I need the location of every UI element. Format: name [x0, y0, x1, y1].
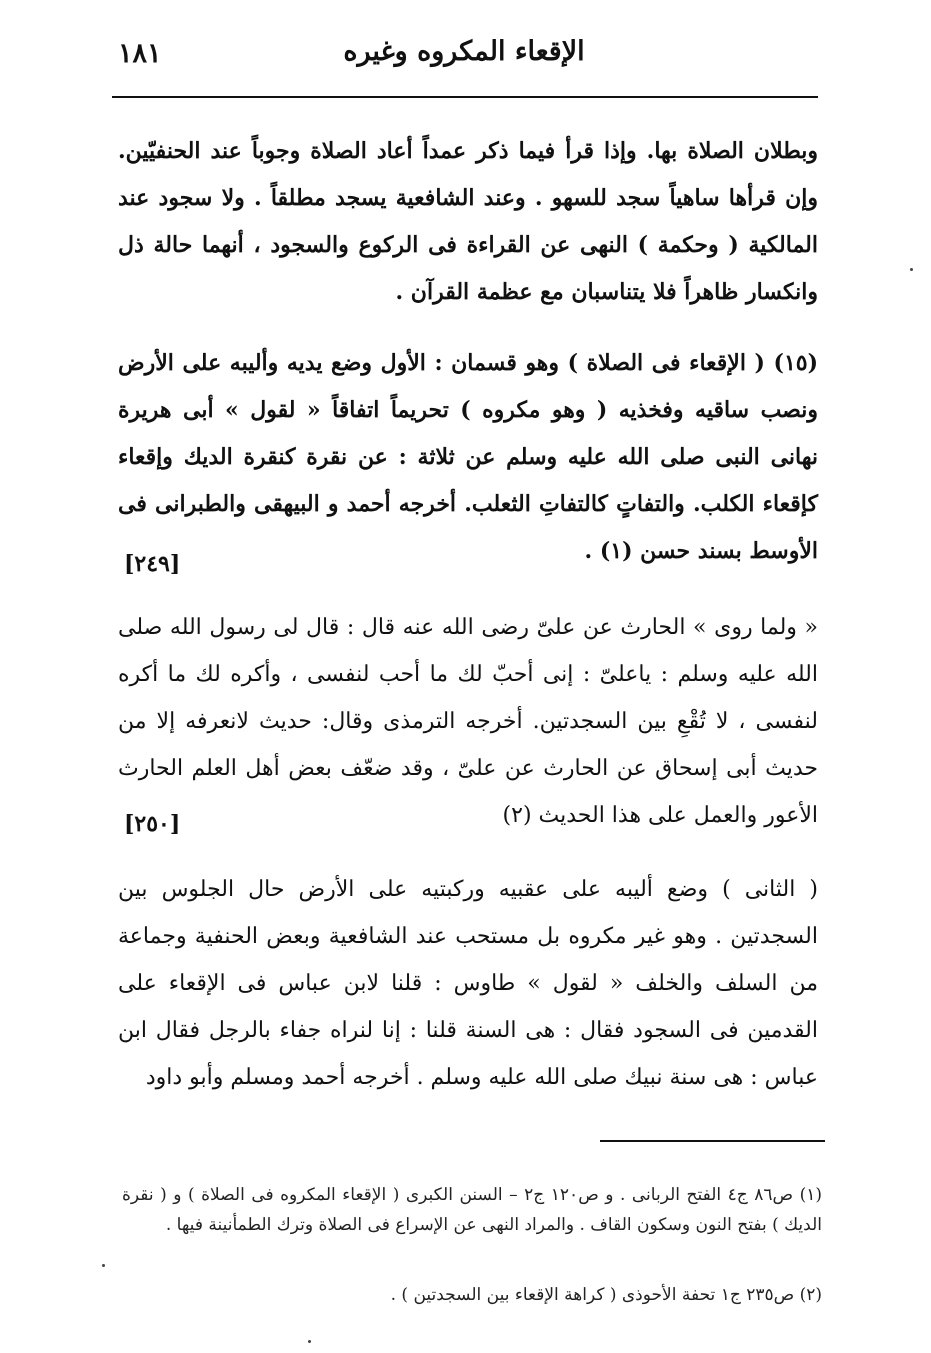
paragraph-1: وبطلان الصلاة بها. وإذا قرأ فيما ذكر عمداً أعاد الصلاة وجوباً عند الحنفيّين. وإن قرأها ساهياً سجد للسهو . وعند الشافعية يسجد مطلقاً . ولا سجود عند المالكية ( وحكمة ) النهى عن القراءة فى الركوع والسجود ، أنهما حالة ذل وانكسار ظاهراً فلا يتناسبان مع عظمة القرآن . — [118, 138, 818, 305]
body-text — [118, 0, 818, 1353]
page-number: ١٨١ — [118, 38, 162, 69]
paragraph-4: ( الثانى ) وضع أليبه على عقبيه وركبتيه على الأرض حال الجلوس بين السجدتين . وهو غير مكروه بل مستحب عند الشافعية وبعض الحنفية وجماعة من السلف والخلف « لقول » طاوس : قلنا لابن عباس فى الإقعاء على القدمين فى السجود فقال : هى السنة قلنا : إنا لنراه جفاء بالرجل فقال ابن عباس : هى سنة نبيك صلى الله عليه وسلم . أخرجه أحمد ومسلم وأبو داود — [118, 877, 818, 1090]
scan-speck — [102, 1264, 105, 1267]
scan-speck — [308, 1340, 311, 1343]
hadith-number-250: [٢٥٠] — [124, 811, 181, 837]
footnote-1: (١) ص٨٦ ج٤ الفتح الربانى . و ص١٢٠ ج٢ – السنن الكبرى ( الإقعاء المكروه فى الصلاة ) و ( نقرة الديك ) بفتح النون وسكون القاف . والمراد النهى عن الإسراع فى الصلاة وترك الطمأنينة فيها . — [122, 1185, 823, 1235]
running-title: الإقعاء المكروه وغيره — [343, 36, 585, 67]
scan-speck — [910, 268, 913, 271]
paragraph-2: (١٥) ( الإقعاء فى الصلاة ) وهو قسمان : الأول وضع يديه وأليبه على الأرض ونصب ساقيه وفخذيه ( وهو مكروه ) تحريماً اتفاقاً « لقول » أبى هريرة نهانى النبى صلى الله عليه وسلم عن ثلاثة : عن نقرة كنقرة الديك وإقعاء كإقعاء الكلب. والتفاتٍ كالتفاتِ الثعلب. أخرجه أحمد و البيهقى والطبرانى فى الأوسط بسند حسن (١) . — [118, 350, 818, 564]
paragraph-3: « ولما روى » الحارث عن علىّ رضى الله عنه قال : قال لى رسول الله صلى الله عليه وسلم : ياعلىّ : إنى أحبّ لك ما أحب لنفسى ، وأكره لك ما أكره لنفسى ، لا تُقْعِ بين السجدتين. أخرجه الترمذى وقال: حديث لانعرفه إلا من حديث أبى إسحاق عن الحارث عن علىّ ، وقد ضعّف بعض أهل العلم الحارث الأعور والعمل على هذا الحديث (٢) — [118, 615, 818, 828]
footnote-divider — [600, 1140, 825, 1142]
footnote-2: (٢) ص٢٣٥ ج١ تحفة الأحوذى ( كراهة الإقعاء بين السجدتين ) . — [390, 1285, 822, 1305]
hadith-number-249: [٢٤٩] — [124, 551, 181, 577]
